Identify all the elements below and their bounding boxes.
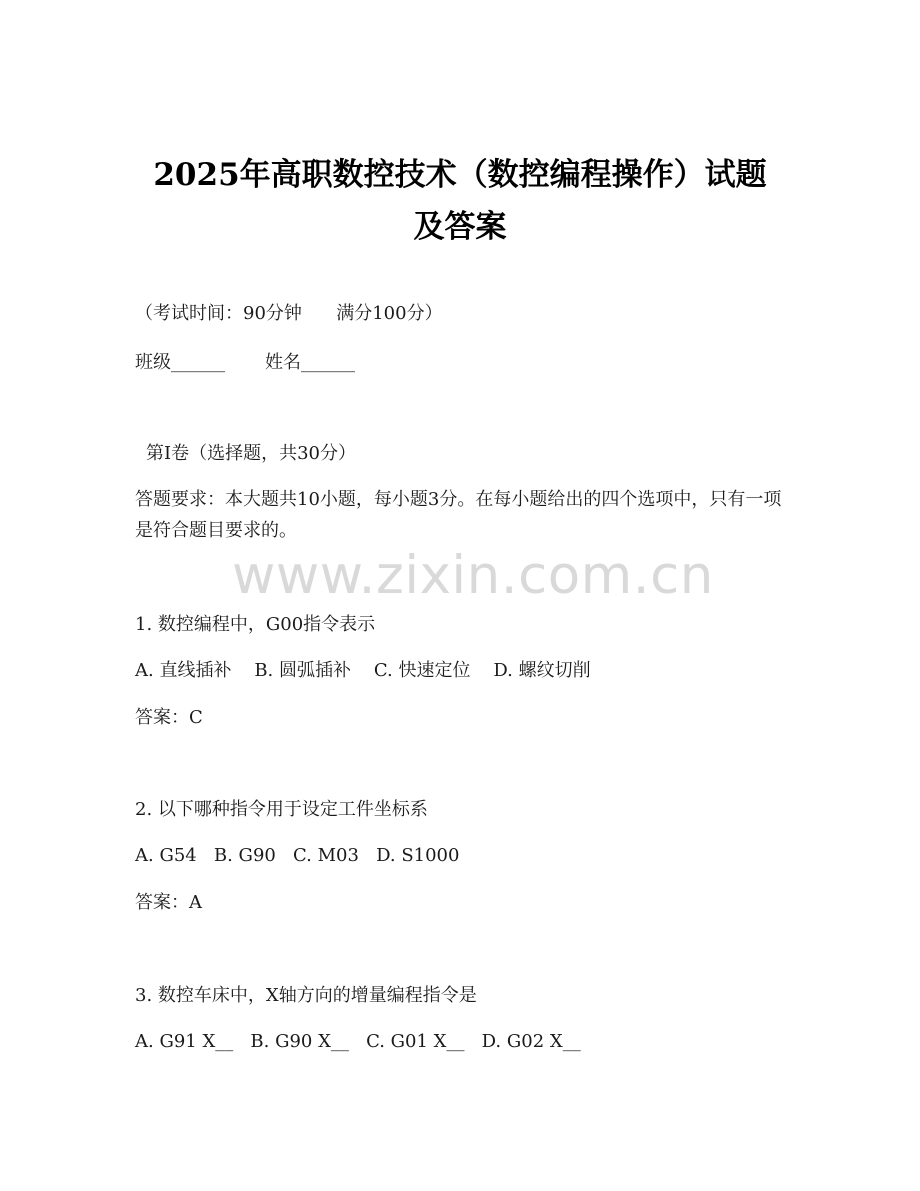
document-title-line-1: 2025年高职数控技术（数控编程操作）试题 [153, 157, 767, 193]
question-2-stem: 2. 以下哪种指令用于设定工件坐标系 [135, 799, 428, 820]
section-instructions: 答题要求：本大题共10小题，每小题3分。在每小题给出的四个选项中，只有一项是符合题目要求的。 [135, 489, 782, 541]
watermark: www.zixin.com.cn [232, 545, 714, 606]
question-2-answer: 答案：A [135, 892, 202, 913]
question-3-stem: 3. 数控车床中，X轴方向的增量编程指令是 [135, 985, 477, 1006]
question-1-answer: 答案：C [135, 707, 203, 728]
question-3-options: A. G91 X__ B. G90 X__ C. G01 X__ D. G02 X__ [135, 1031, 581, 1052]
question-1-options: A. 直线插补 B. 圆弧插补 C. 快速定位 D. 螺纹切削 [135, 660, 591, 681]
exam-info: （考试时间：90分钟 满分100分） [135, 303, 443, 324]
question-1-stem: 1. 数控编程中，G00指令表示 [135, 614, 376, 635]
section-heading: 第I卷（选择题，共30分） [146, 443, 357, 464]
student-fields: 班级______ 姓名______ [135, 352, 356, 373]
question-2-options: A. G54 B. G90 C. M03 D. S1000 [135, 845, 460, 866]
document-title-line-2: 及答案 [413, 209, 507, 245]
